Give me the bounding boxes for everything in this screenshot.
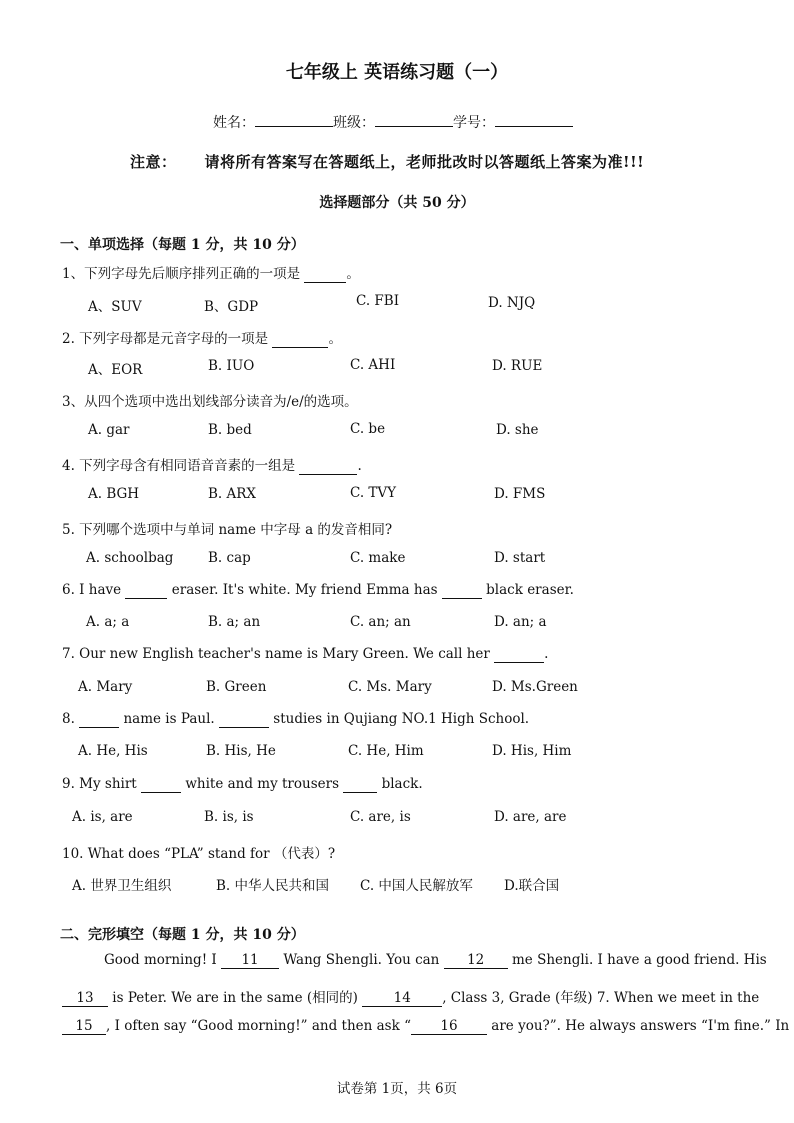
question-stem-mid: white and my trousers	[185, 776, 339, 792]
id-blank[interactable]	[495, 113, 573, 127]
option-a: A. gar	[88, 422, 130, 438]
question-stem-end: 。	[328, 331, 342, 347]
question-stem: 9. My shirt	[62, 776, 137, 792]
question-stem: 3、从四个选项中选出划线部分读音为/e/的选项。	[62, 394, 358, 410]
question-stem: 4. 下列字母含有相同语音音素的一组是	[62, 458, 296, 474]
answer-blank	[79, 711, 119, 728]
part-title: 选择题部分（共 50 分）	[319, 195, 475, 211]
question-stem: 6. I have	[62, 582, 122, 598]
cloze-text: Good morning! I	[104, 952, 217, 968]
question-stem: 8.	[62, 711, 75, 727]
option-b: B、GDP	[204, 299, 259, 315]
cloze-blank-16: 16	[411, 1018, 487, 1035]
option-a: A. BGH	[88, 486, 140, 502]
question-stem: 5. 下列哪个选项中与单词 name 中字母 a 的发音相同?	[62, 522, 393, 538]
option-d: D. an; a	[494, 614, 547, 630]
cloze-blank-11: 11	[221, 952, 279, 969]
option-a: A、SUV	[88, 299, 142, 315]
question-4	[62, 454, 362, 475]
question-3	[62, 390, 358, 410]
option-b: B. His, He	[206, 743, 276, 759]
option-b: B. a; an	[208, 614, 261, 630]
cloze-text: , Class 3, Grade (年级) 7. When we meet in the	[442, 990, 760, 1006]
answer-blank	[304, 266, 346, 283]
question-stem-end: black eraser.	[486, 582, 574, 598]
notice	[130, 151, 644, 172]
class-blank[interactable]	[375, 113, 453, 127]
page-footer: 试卷第 1页，共 6页	[336, 1081, 458, 1097]
student-info-line	[213, 112, 573, 132]
option-c: C. He, Him	[348, 743, 424, 759]
cloze-text: , I often say “Good morning!” and then ask “	[106, 1018, 411, 1034]
option-b: B. is, is	[204, 809, 254, 825]
option-a: A. a; a	[86, 614, 130, 630]
exam-title: 七年级上 英语练习题（一）	[285, 62, 509, 83]
question-stem: 1、下列字母先后顺序排列正确的一项是	[62, 266, 301, 282]
answer-blank	[299, 458, 357, 475]
option-d: D. are, are	[494, 809, 567, 825]
name-label: 姓名：	[213, 115, 255, 131]
cloze-blank-15: 15	[62, 1018, 106, 1035]
question-stem-mid: eraser. It's white. My friend Emma has	[171, 582, 438, 598]
cloze-blank-13: 13	[62, 990, 108, 1007]
answer-blank	[494, 646, 544, 663]
id-label: 学号：	[453, 115, 495, 131]
notice-label: 注意：	[130, 153, 177, 171]
answer-blank	[219, 711, 269, 728]
option-d: D. FMS	[494, 486, 546, 502]
option-a: A. is, are	[72, 809, 133, 825]
cloze-line-2	[62, 986, 759, 1007]
question-stem-end: studies in Qujiang NO.1 High School.	[273, 711, 530, 727]
answer-blank	[125, 582, 167, 599]
question-7	[62, 646, 548, 663]
question-9	[62, 776, 423, 793]
question-1	[62, 262, 360, 283]
option-c: C. AHI	[350, 357, 396, 373]
question-stem-end: 。	[346, 266, 360, 282]
option-d: D. start	[494, 550, 546, 566]
name-blank[interactable]	[255, 113, 333, 127]
option-c: C. Ms. Mary	[348, 679, 432, 695]
option-c: C. are, is	[350, 809, 411, 825]
option-a: A. He, His	[78, 743, 148, 759]
option-c: C. an; an	[350, 614, 411, 630]
option-d: D. she	[496, 422, 539, 438]
answer-blank	[141, 776, 181, 793]
option-c: C. 中国人民解放军	[360, 878, 473, 894]
question-8	[62, 711, 529, 728]
answer-blank	[442, 582, 482, 599]
option-c: C. TVY	[350, 485, 397, 501]
section-heading-1: 一、单项选择（每题 1 分，共 10 分）	[60, 237, 305, 253]
option-b: B. Green	[206, 679, 267, 695]
option-d: D. NJQ	[488, 295, 536, 311]
section-heading-2: 二、完形填空（每题 1 分，共 10 分）	[60, 927, 305, 943]
option-b: B. 中华人民共和国	[216, 878, 330, 894]
option-d: D.联合国	[504, 878, 560, 894]
option-a: A. 世界卫生组织	[72, 878, 172, 894]
option-b: B. ARX	[208, 486, 257, 502]
cloze-line-1	[104, 952, 767, 969]
question-5	[62, 518, 392, 538]
question-stem: 2. 下列字母都是元音字母的一项是	[62, 331, 269, 347]
option-d: D. Ms.Green	[492, 679, 578, 695]
option-d: D. RUE	[492, 358, 543, 374]
cloze-text: Wang Shengli. You can	[283, 952, 440, 968]
option-a: A. schoolbag	[86, 550, 174, 566]
answer-blank	[343, 776, 377, 793]
question-stem-end: .	[544, 646, 549, 662]
answer-blank	[272, 331, 328, 348]
cloze-text: me Shengli. I have a good friend. His	[511, 952, 767, 968]
option-c: C. be	[350, 421, 386, 437]
cloze-blank-12: 12	[444, 952, 508, 969]
question-stem-mid: name is Paul.	[123, 711, 215, 727]
cloze-blank-14: 14	[362, 990, 442, 1007]
question-6	[62, 582, 574, 599]
option-b: B. cap	[208, 550, 251, 566]
option-d: D. His, Him	[492, 743, 572, 759]
cloze-line-3	[62, 1018, 789, 1035]
question-stem-end: black.	[381, 776, 423, 792]
question-2	[62, 327, 342, 348]
option-c: C. make	[350, 550, 406, 566]
option-b: B. bed	[208, 422, 252, 438]
option-b: B. IUO	[208, 358, 255, 374]
option-c: C. FBI	[356, 293, 400, 309]
notice-text: 请将所有答案写在答题纸上，老师批改时以答题纸上答案为准!!!	[204, 153, 645, 171]
question-10	[62, 842, 335, 862]
option-a: A. Mary	[78, 679, 133, 695]
class-label: 班级：	[333, 115, 375, 131]
question-stem: 7. Our new English teacher's name is Mary Green. We call her	[62, 646, 490, 662]
cloze-text: is Peter. We are in the same (相同的)	[112, 990, 358, 1006]
question-stem-end: .	[357, 458, 362, 474]
question-stem: 10. What does “PLA” stand for （代表）?	[62, 846, 336, 862]
cloze-text: are you?”. He always answers “I'm fine.” In	[491, 1018, 790, 1034]
option-a: A、EOR	[88, 362, 143, 378]
